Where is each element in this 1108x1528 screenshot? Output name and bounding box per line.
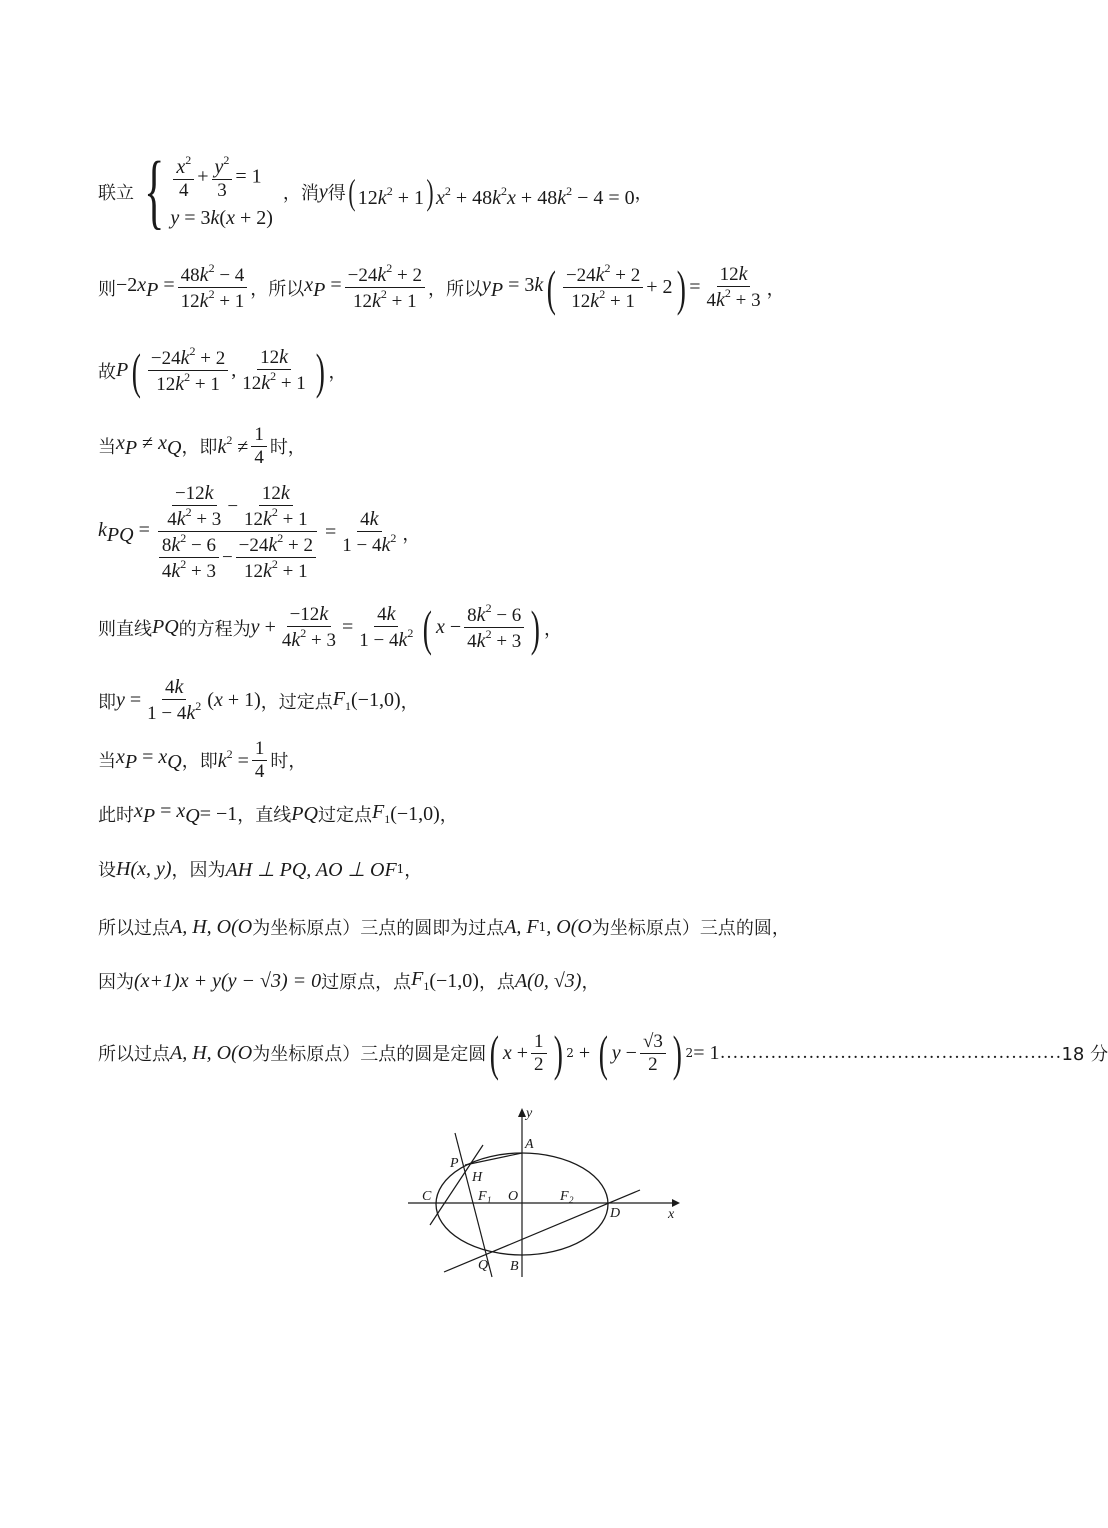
text-shi: 时， [269,437,306,459]
frac-xp: $\frac{-24k^2 + 2}{12k^2 + 1}$ [345,262,425,313]
text-lianli: 联立 [98,183,134,204]
quadratic-equation: ( $12k^2 + 1$) $x^2 + 48k^2x + 48k^2 - 4 = 0$ [348,172,635,212]
punct: ， [439,805,458,826]
score-label: 18 分 [1061,1044,1108,1065]
points-o: , O(O [546,915,592,938]
point-h: H(x, y) [116,857,172,880]
text-shi: 时， [270,751,307,773]
text-suoyiguodian: 所以过点 [98,918,170,939]
circle-equation: (x+1)x + y(y − √3) = 0 [134,969,322,992]
line-equation: y = 3k(x + 2) [170,207,273,230]
label-h: H [472,1170,483,1185]
left-brace: { [144,145,165,238]
label-pq: PQ [152,616,179,638]
text-guodingdian: ，过定点 [260,691,333,713]
punct: ， [402,523,421,545]
text-ji: 即 [98,691,116,713]
text-ji: ，即 [181,437,218,459]
compound-fraction: $\frac{-12k}{4k^2 + 3}$ − $\frac{12k}{12k^2 + 1}$ $\frac{8k^2 - 6}{4k^2 + 3}$ − $\frac{-24k^2 + 2}{12k^2 + 1}$ [153,482,322,583]
label-y: y [526,1106,533,1121]
leader-dots: ……………………………………………… [719,1042,1062,1063]
text-origin-circle-2: 为坐标原点）三点的圆， [591,918,790,939]
text-origin-circle: 为坐标原点）三点的圆即为过点 [252,918,505,939]
ellipse-diagram [400,1105,690,1285]
label-p: P [450,1156,459,1171]
equation-system [170,154,273,231]
line-special-case: 此时 $x_P = x_Q$ = −1 ，直线 PQ 过定点 $F_1$ (−1,0) ， [98,800,458,827]
label-q: Q [478,1258,489,1273]
text-yinwei: 因为 [98,972,134,993]
y-axis-arrow [518,1108,526,1117]
point-f1: (−1,0) [390,802,440,825]
text-zexian: 则直线 [98,618,152,640]
points-af: A, F [504,915,539,938]
text-dingyuan: 为坐标原点）三点的圆是定圆 [252,1044,487,1065]
text-ze: 则 [98,278,116,300]
label-f2: F [560,1189,569,1204]
label-d: D [610,1206,621,1221]
points-aho: A, H, O(O [170,1041,253,1064]
equals-one: = 1 [693,1041,720,1064]
text-dang: 当 [98,751,116,773]
text-zhixian: ，直线 [237,805,292,826]
points-aho: A, H, O(O [170,915,253,938]
line-xp-yp: 则 $-2x_P$ = $\frac{48k^2 - 4}{12k^2 + 1}$ ，所以 $x_P$ = $\frac{-24k^2 + 2}{12k^2 + 1}$ ，所以 $y_P = 3k$ ( $\frac{-24k^2 + 2}{12k^2 + 1}$ + 2 ) = $\frac{12k}{4k^2 + 3}$ ， [98,259,785,316]
text-de: 得 [327,183,346,204]
frac-yp: $\frac{12k}{4k^2 + 3}$ [706,263,761,311]
punct: ， [404,860,423,881]
line-conclusion: 所以过点 A, H, O(O 为坐标原点）三点的圆是定圆 ( x + $\frac{1}{2}$ ) 2 + ( y − $\frac{√3}{2}$ ) 2 = 1 ……………………………………………… 18 分 [98,1025,1108,1081]
label-a: A [525,1137,534,1152]
text-ji: ，即 [181,751,218,773]
label-f1-sub: 1 [487,1195,492,1205]
label-o: O [508,1189,519,1204]
label-pq: PQ [291,802,318,825]
perp-condition: AH ⊥ PQ, AO ⊥ OF [225,858,397,881]
slope-kpq: $k_{PQ}$ = [98,518,150,546]
line-system [98,145,653,238]
line-set-h: 设 H(x, y) ，因为 AH ⊥ PQ, AO ⊥ OF 1 ， [98,857,423,881]
value-neg1: = −1 [199,802,238,825]
line-condition-1: 当 $x_P \ne x_Q$ ，即 $k^2$ ≠ $\frac{1}{4}$ 时， [98,424,306,468]
text-she: 设 [98,860,116,881]
line-circle-equivalence: 所以过点 A, H, O(O 为坐标原点）三点的圆即为过点 A, F 1 , O(O 为坐标原点）三点的圆， [98,915,790,939]
text-guoyuandian: 过原点，点 [321,972,412,993]
text-suoyi: ，所以 [250,278,305,300]
text-suoyiguodian: 所以过点 [98,1044,170,1065]
label-c: C [422,1189,432,1204]
text-xiao: ，消 [282,183,319,204]
punct: ， [543,618,562,640]
point-f1: (−1,0) [351,689,401,711]
var-y: y [318,180,328,203]
punct: ， [766,278,785,300]
text-gu: 故 [98,361,116,383]
label-x: x [668,1207,675,1222]
ellipse-equation: $\frac{x^2}{4}$ + $\frac{y^2}{3}$ = 1 [170,154,273,202]
point-f1: (−1,0) [429,969,479,992]
punct: ， [400,691,419,713]
point-a: A(0, √3) [514,969,582,992]
line-pq [455,1133,492,1277]
punct: ， [634,183,653,204]
line-pq-equation: 则直线 PQ 的方程为 y + $\frac{-12k}{4k^2 + 3}$ = $\frac{4k}{1 - 4k^2}$ ( x − $\frac{8k^2 - 6}{4k^2 + 3}$ ) ， [98,599,562,656]
text-dian: ，点 [478,972,515,993]
line-slope: $k_{PQ}$ = $\frac{-12k}{4k^2 + 3}$ − $\frac{12k}{12k^2 + 1}$ $\frac{8k^2 - 6}{4k^2 + 3}$ − $\frac{-24k^2 + 2}{12k^2 + 1}$ = $\frac{4k}{1 - 4k^2}$ ， [98,482,421,582]
text-fangcheng: 的方程为 [178,618,251,640]
text-suoyi-2: ，所以 [428,278,482,300]
label-b: B [510,1259,519,1274]
text-guodingdian: 过定点 [317,805,372,826]
label-f1: F [478,1189,487,1204]
punct: ， [581,972,600,993]
eq-neg2xp: $-2x_P$ = [116,273,175,301]
frac-48k2: $\frac{48k^2 - 4}{12k^2 + 1}$ [178,262,248,313]
punct: ， [328,361,347,383]
text-dang: 当 [98,437,116,459]
line-condition-2: 当 $x_P = x_Q$ ，即 $k^2$ = $\frac{1}{4}$ 时， [98,738,307,782]
x-axis-arrow [672,1199,680,1207]
text-cishi: 此时 [98,805,134,826]
line-point-p: 故 P ( $\frac{-24k^2 + 2}{12k^2 + 1}$ , $\frac{12k}{12k^2 + 1}$ ) ， [98,342,347,399]
ellipse-figure [400,1105,690,1290]
line-simplified: 即 y = $\frac{4k}{1 - 4k^2}$ (x + 1) ，过定点 $F_1$ (−1,0) ， [98,676,419,724]
line-circle-check: 因为 (x+1)x + y(y − √3) = 0 过原点，点 $F_1$ (−1,0) ，点 A(0, √3) ， [98,968,600,993]
label-f2-sub: 2 [569,1195,574,1205]
text-yinwei: ，因为 [171,860,226,881]
